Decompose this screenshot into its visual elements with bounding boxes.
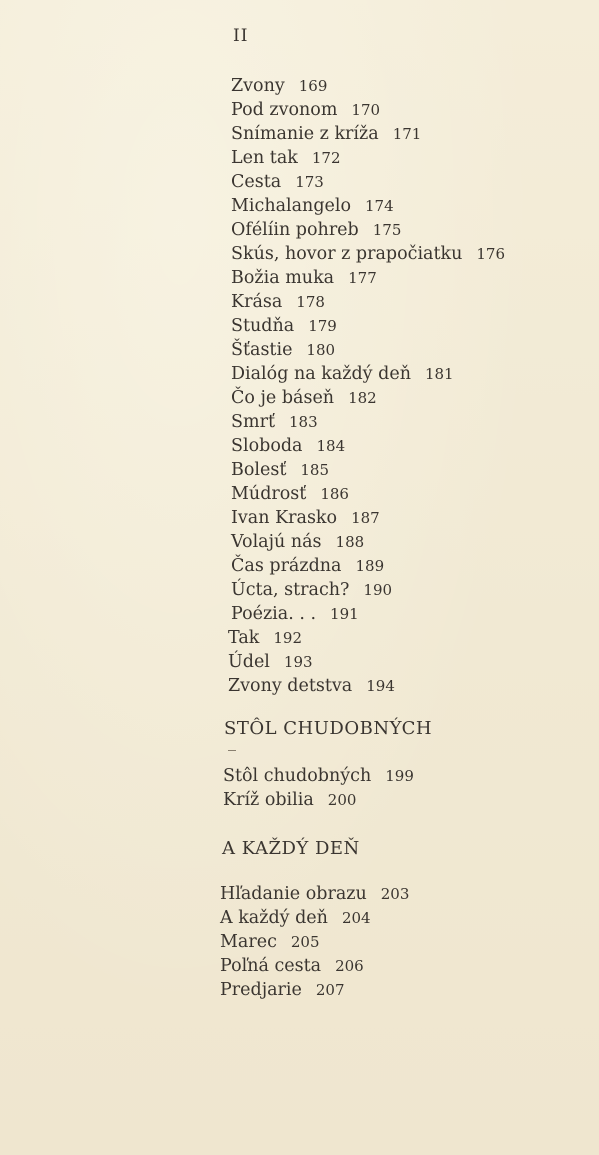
dash-mark [228, 750, 236, 751]
entry-title: Poľná cesta [220, 956, 322, 976]
entry-title: Šťastie [231, 340, 293, 360]
entry-page: 200 [327, 791, 357, 809]
toc-entry [231, 294, 325, 312]
entry-page: 207 [315, 981, 345, 999]
entry-title: Krása [231, 292, 283, 312]
entry-page: 193 [283, 653, 313, 671]
entry-title: Snímanie z kríža [231, 124, 379, 144]
section-heading-a-kazdy-den: A KAŽDÝ DEŇ [222, 838, 360, 859]
entry-page: 190 [363, 581, 393, 599]
toc-entry [231, 198, 394, 216]
toc-entry [231, 414, 318, 432]
entry-page: 204 [341, 909, 371, 927]
entry-title: Michalangelo [231, 196, 352, 216]
entry-title: Predjarie [220, 980, 302, 1000]
entry-title: Hľadanie obrazu [220, 884, 367, 904]
entry-title: Skús, hovor z prapočiatku [231, 244, 463, 264]
entry-page: 192 [273, 629, 302, 647]
entry-page: 170 [351, 101, 381, 119]
entry-title: Zvony detstva [228, 676, 353, 696]
entry-page: 179 [308, 317, 337, 335]
entry-title: Poézia. . . [231, 604, 317, 624]
entry-title: Tak [228, 628, 260, 648]
entry-page: 173 [295, 173, 324, 191]
toc-entry [231, 150, 341, 168]
entry-page: 174 [365, 197, 394, 215]
toc-entry [231, 366, 454, 384]
entry-page: 187 [351, 509, 380, 527]
toc-entry [231, 246, 505, 264]
entry-page: 194 [366, 677, 395, 695]
entry-page: 169 [298, 77, 328, 95]
toc-entry [231, 558, 384, 576]
entry-page: 181 [424, 365, 454, 383]
toc-entry [231, 534, 364, 552]
entry-title: Kríž obilia [223, 790, 314, 810]
entry-title: Čo je báseň [231, 388, 335, 408]
toc-entry [220, 982, 345, 1000]
entry-title: Dialóg na každý deň [231, 364, 411, 384]
toc-entry [231, 318, 337, 336]
entry-page: 182 [348, 389, 377, 407]
entry-title: Sloboda [231, 436, 303, 456]
entry-page: 191 [330, 605, 359, 623]
toc-entry [231, 342, 335, 360]
entry-page: 186 [320, 485, 349, 503]
toc-entry [231, 270, 377, 288]
toc-entry [231, 390, 377, 408]
entry-page: 184 [316, 437, 346, 455]
entry-page: 176 [476, 245, 506, 263]
toc-entry [231, 582, 392, 600]
toc-entry [228, 630, 302, 648]
entry-title: Studňa [231, 316, 295, 336]
entry-page: 177 [348, 269, 377, 287]
toc-entry [231, 462, 329, 480]
entry-page: 188 [335, 533, 365, 551]
entry-page: 203 [380, 885, 410, 903]
entry-page: 189 [355, 557, 385, 575]
entry-page: 206 [335, 957, 364, 975]
entry-page: 178 [296, 293, 325, 311]
toc-entry [220, 886, 409, 904]
entry-title: Ofélíin pohreb [231, 220, 359, 240]
entry-title: Len tak [231, 148, 298, 168]
entry-page: 171 [392, 125, 422, 143]
entry-page: 172 [311, 149, 341, 167]
section-heading-stol-chudobnych: STÔL CHUDOBNÝCH [224, 718, 433, 739]
entry-title: Čas prázdna [231, 556, 342, 576]
entry-title: Pod zvonom [231, 100, 338, 120]
entry-title: Cesta [231, 172, 282, 192]
entry-title: A každý deň [220, 908, 328, 928]
entry-title: Bolesť [231, 460, 287, 480]
entry-title: Božia muka [231, 268, 335, 288]
entry-title: Stôl chudobných [223, 766, 372, 786]
entry-title: Zvony [231, 76, 285, 96]
entry-title: Múdrosť [231, 484, 307, 504]
entry-page: 199 [385, 767, 414, 785]
entry-page: 175 [372, 221, 402, 239]
toc-entry [231, 222, 401, 240]
toc-entry [228, 678, 395, 696]
toc-entry [231, 438, 345, 456]
entry-title: Ivan Krasko [231, 508, 338, 528]
toc-entry [231, 102, 380, 120]
entry-title: Údel [228, 652, 270, 672]
toc-entry [220, 934, 320, 952]
toc-entry [231, 606, 359, 624]
toc-entry [231, 510, 380, 528]
toc-entry [223, 768, 414, 786]
toc-entry [231, 486, 349, 504]
entry-page: 205 [290, 933, 320, 951]
entry-title: Marec [220, 932, 277, 952]
entry-page: 180 [306, 341, 336, 359]
toc-entry [223, 792, 356, 810]
toc-entry [220, 910, 371, 928]
entry-page: 183 [288, 413, 318, 431]
toc-entry [220, 958, 364, 976]
page-number: II [233, 26, 249, 46]
toc-entry [231, 174, 324, 192]
entry-title: Úcta, strach? [231, 580, 350, 600]
entry-title: Smrť [231, 412, 275, 432]
toc-entry [231, 126, 421, 144]
entry-title: Volajú nás [231, 532, 322, 552]
toc-entry [231, 78, 327, 96]
entry-page: 185 [300, 461, 330, 479]
toc-entry [228, 654, 313, 672]
